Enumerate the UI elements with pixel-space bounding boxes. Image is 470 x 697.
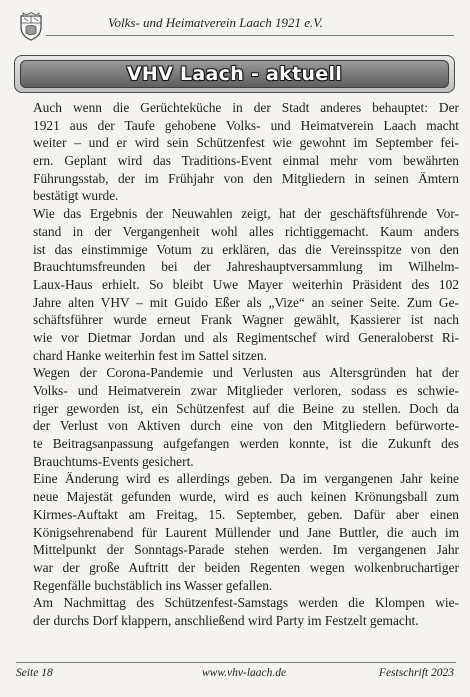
section-title: VHV Laach - aktuell (126, 63, 343, 85)
coat-of-arms-icon (18, 12, 44, 42)
text-line: ist das einstimmige Votum zu erklären, das die Vereinsspitze von den (33, 241, 459, 257)
text-line: te Beitragsanpassung aufgefangen werden konnte, ist die Zukunft des (33, 436, 459, 452)
text-line: schäftsführer wurde erneut Frank Wagner gewählt, Kassierer ist nach (33, 312, 459, 328)
text-line: ern. Geplant wird das Traditions-Event einmal mehr vom bewährten (33, 153, 459, 169)
text-line: wie vor Dietmar Jordan und als Regimentschef wird Generaloberst Ri- (33, 329, 459, 345)
text-line: Wie das Ergebnis der Neuwahlen zeigt, hat der geschäftsführende Vor- (33, 206, 459, 222)
text-line: Königsehrenabend für Laurent Müllender und Jane Buttler, die auch im (33, 524, 459, 540)
text-line: riger geworden ist, ein Schützenfest auf die Beine zu stellen. Doch da (33, 400, 459, 416)
section-banner-inner (20, 60, 449, 88)
text-line: neue Majestät gefunden wurde, wird es auch keinen Krönungsball zum (33, 489, 459, 505)
text-line: Eine Änderung wird es allerdings geben. Da im vergangenen Jahr keine (33, 471, 459, 487)
page-header (0, 0, 470, 50)
text-line: Am Nachmittag des Schützenfest-Samstags werden die Klompen wie- (33, 595, 459, 611)
text-line: bestätigt wurde. (33, 188, 119, 204)
text-line: weiter – und er wird sein Schützenfest wie gewohnt im September fei- (33, 135, 459, 151)
header-title: Volks- und Heimatverein Laach 1921 e.V. (108, 15, 323, 30)
text-line: Führungsstab, der im Frühjahr von den Mitgliedern in seinen Ämtern (33, 170, 459, 186)
text-line: Laux-Haus erhielt. So bleibt Uwe Mayer weiterhin Präsident des 102 (33, 276, 459, 292)
page-number: Seite 18 (16, 667, 53, 679)
header-divider (46, 35, 454, 36)
text-line: chard Hanke weiterhin fest im Sattel sitzen. (33, 347, 267, 363)
page-footer (0, 660, 470, 697)
text-line: der Verlust von Aktiven durch eine von den Mitgliedern befürworte- (33, 418, 459, 434)
text-line: Auch wenn die Gerüchteküche in der Stadt anderes behauptet: Der (33, 100, 459, 115)
text-line: stand in der Vergangenheit wohl alles richtiggemacht. Kaum anders (33, 223, 459, 239)
text-line: 1921 aus der Taufe gehobene Volks- und Heimatverein Laach macht (33, 117, 459, 133)
text-line: Mittelpunkt der Sonntags-Parade stehen werden. Im vergangenen Jahr (33, 542, 459, 558)
text-line: Brauchtums-Events gesichert. (33, 453, 194, 469)
text-line: Regenfälle buchstäblich ins Wasser gefallen. (33, 577, 273, 593)
text-line: Kirmes-Auftakt am Freitag, 15. September, geben. Dafür aber einen (33, 506, 459, 522)
text-line: der durchs Dorf klappern, anschließend wird Party im Festzelt gemacht. (33, 612, 419, 628)
text-line: Brauchtumsfreunden bei der Jahreshauptversammlung im Wilhelm- (33, 259, 459, 275)
website-url: www.vhv-laach.de (202, 667, 287, 679)
text-line: Volks- und Heimatverein zwar Mitglieder verloren, sodass es schwie- (33, 383, 459, 398)
article-body (33, 99, 459, 630)
text-line: Wegen der Corona-Pandemie und Verlusten aus Altersgründen hat der (33, 365, 459, 381)
publication-name: Festschrift 2023 (378, 667, 454, 679)
text-line: war der große Auftritt der beiden Regenten wegen wolkenbruchartiger (33, 559, 459, 575)
section-banner (14, 55, 455, 93)
footer-divider (16, 662, 456, 663)
text-line: Jahre alten VHV – mit Guido Eßer als „Vize“ an seiner Seite. Zum Ge- (33, 294, 459, 310)
